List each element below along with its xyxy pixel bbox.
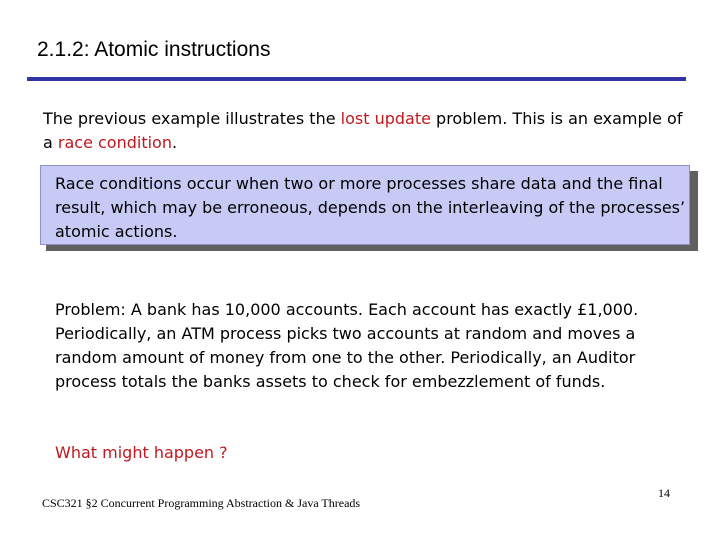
footer-course-title: CSC321 §2 Concurrent Programming Abstraction & Java Threads (42, 496, 361, 510)
intro-text-3: . (171, 133, 178, 152)
title-divider (27, 77, 686, 81)
question-text: What might happen ? (55, 443, 228, 462)
definition-text: Race conditions occur when two or more processes share data and the final result, which may be erroneous, depends on the interleaving of the processes’ atomic actions. (55, 174, 686, 241)
problem-paragraph: Problem: A bank has 10,000 accounts. Each account has exactly £1,000. Periodically, an ATM process picks two accounts at random and moves a random amount of money from one to the other. Periodically, an Auditor process totals the banks assets to check for embezzlement of funds. (55, 300, 639, 391)
slide-title: 2.1.2: Atomic instructions (37, 38, 271, 61)
intro-text-2: problem. This is an example of a (43, 109, 683, 152)
lost-update-term: lost update (340, 109, 431, 128)
intro-paragraph (43, 107, 683, 155)
race-condition-term: race condition (57, 133, 172, 152)
page-number: 14 (658, 486, 670, 500)
intro-text-1: The previous example illustrates the (43, 109, 341, 128)
